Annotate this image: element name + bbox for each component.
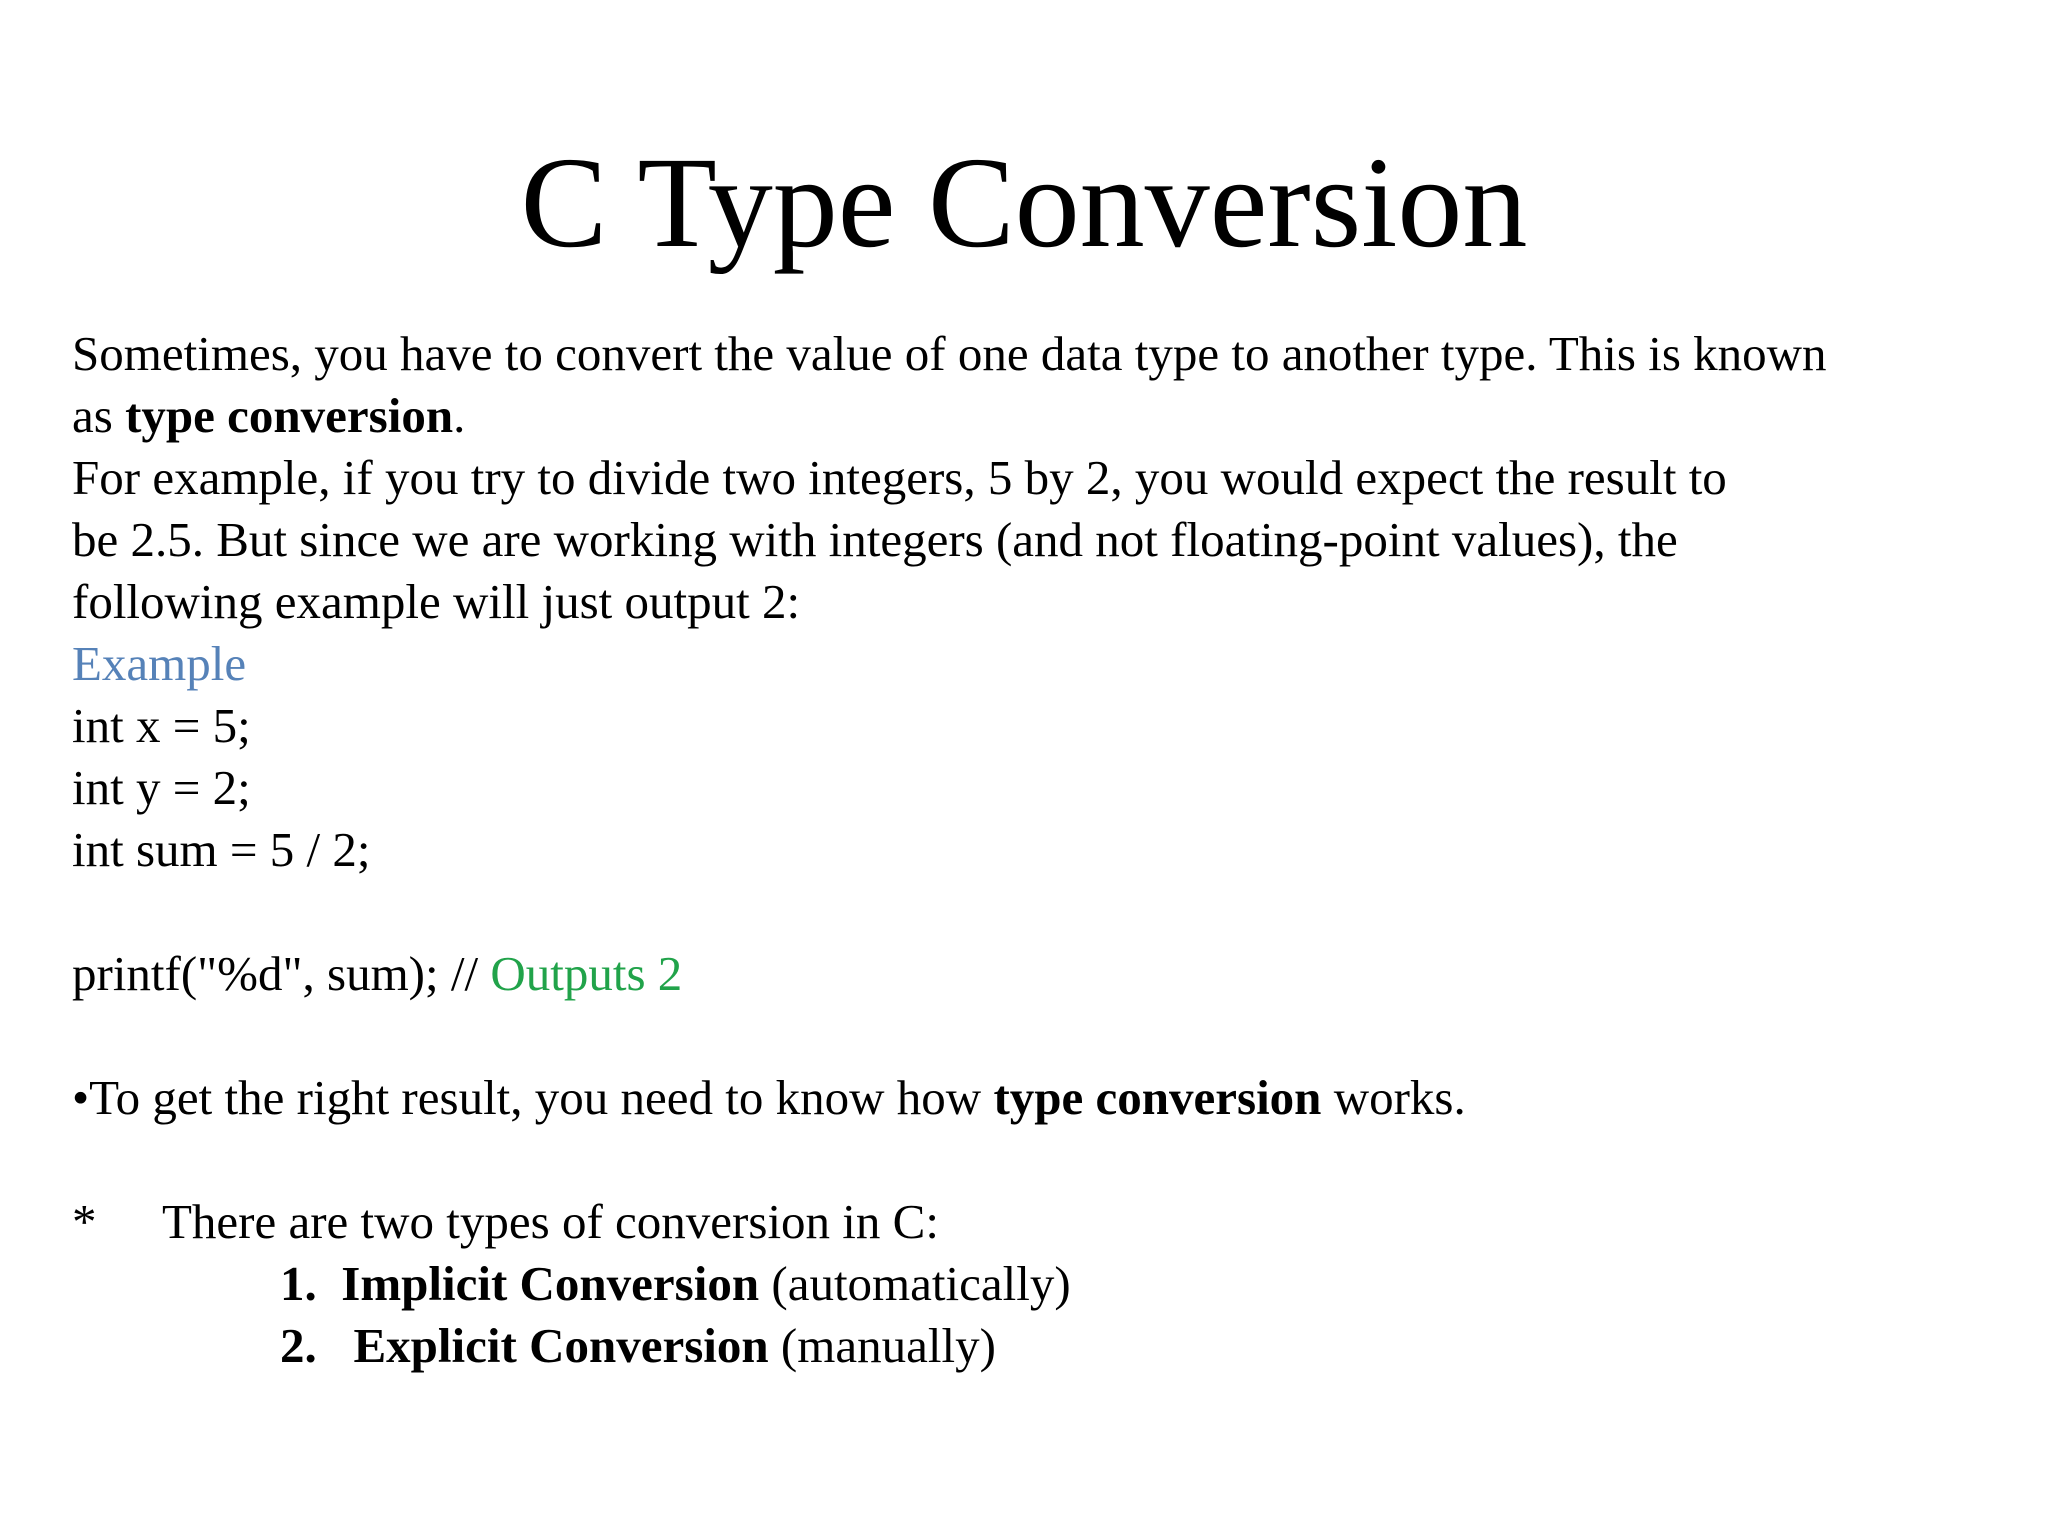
list-note-explicit: (manually)	[768, 1318, 996, 1373]
intro-line-3: For example, if you try to divide two integers, 5 by 2, you would expect the result to	[72, 450, 1727, 505]
list-name-explicit: Explicit Conversion	[353, 1318, 769, 1373]
types-intro-line	[72, 1191, 2012, 1253]
slide-title: C Type Conversion	[520, 131, 1528, 275]
bullet-line	[72, 1067, 2012, 1129]
code-line-1: int x = 5;	[72, 698, 251, 753]
bullet-term-type-conversion: type conversion	[993, 1070, 1322, 1125]
intro-line-2-suffix: .	[453, 388, 466, 443]
list-item-explicit	[72, 1315, 2012, 1377]
intro-line-2-prefix: as	[72, 388, 126, 443]
asterisk-marker: *	[72, 1194, 97, 1249]
spacer	[72, 1005, 2012, 1067]
intro-term-type-conversion: type conversion	[125, 388, 454, 443]
bullet-prefix: To get the right result, you need to know how	[89, 1070, 994, 1125]
spacer	[72, 1129, 2012, 1191]
intro-line-5: following example will just output 2:	[72, 574, 801, 629]
list-number-2: 2.	[280, 1318, 317, 1373]
intro-line-1: Sometimes, you have to convert the value of one data type to another type. This is known	[72, 326, 1827, 381]
types-intro-text: There are two types of conversion in C:	[162, 1194, 939, 1249]
code-line-2: int y = 2;	[72, 760, 251, 815]
printf-comment: Outputs 2	[490, 946, 683, 1001]
list-number-1: 1.	[280, 1256, 317, 1311]
code-line-3: int sum = 5 / 2;	[72, 822, 371, 877]
list-item-implicit	[72, 1253, 2012, 1315]
spacer	[72, 881, 2012, 943]
bullet-marker: •	[72, 1070, 90, 1125]
slide-body	[72, 323, 2012, 1377]
example-label: Example	[72, 636, 247, 691]
list-name-implicit: Implicit Conversion	[341, 1256, 760, 1311]
code-line-printf	[72, 943, 2012, 1005]
intro-line-2	[72, 385, 2012, 447]
bullet-suffix: works.	[1321, 1070, 1466, 1125]
list-note-implicit: (automatically)	[759, 1256, 1071, 1311]
printf-code: printf("%d", sum); //	[72, 946, 491, 1001]
intro-line-4: be 2.5. But since we are working with integers (and not floating-point values), the	[72, 512, 1678, 567]
